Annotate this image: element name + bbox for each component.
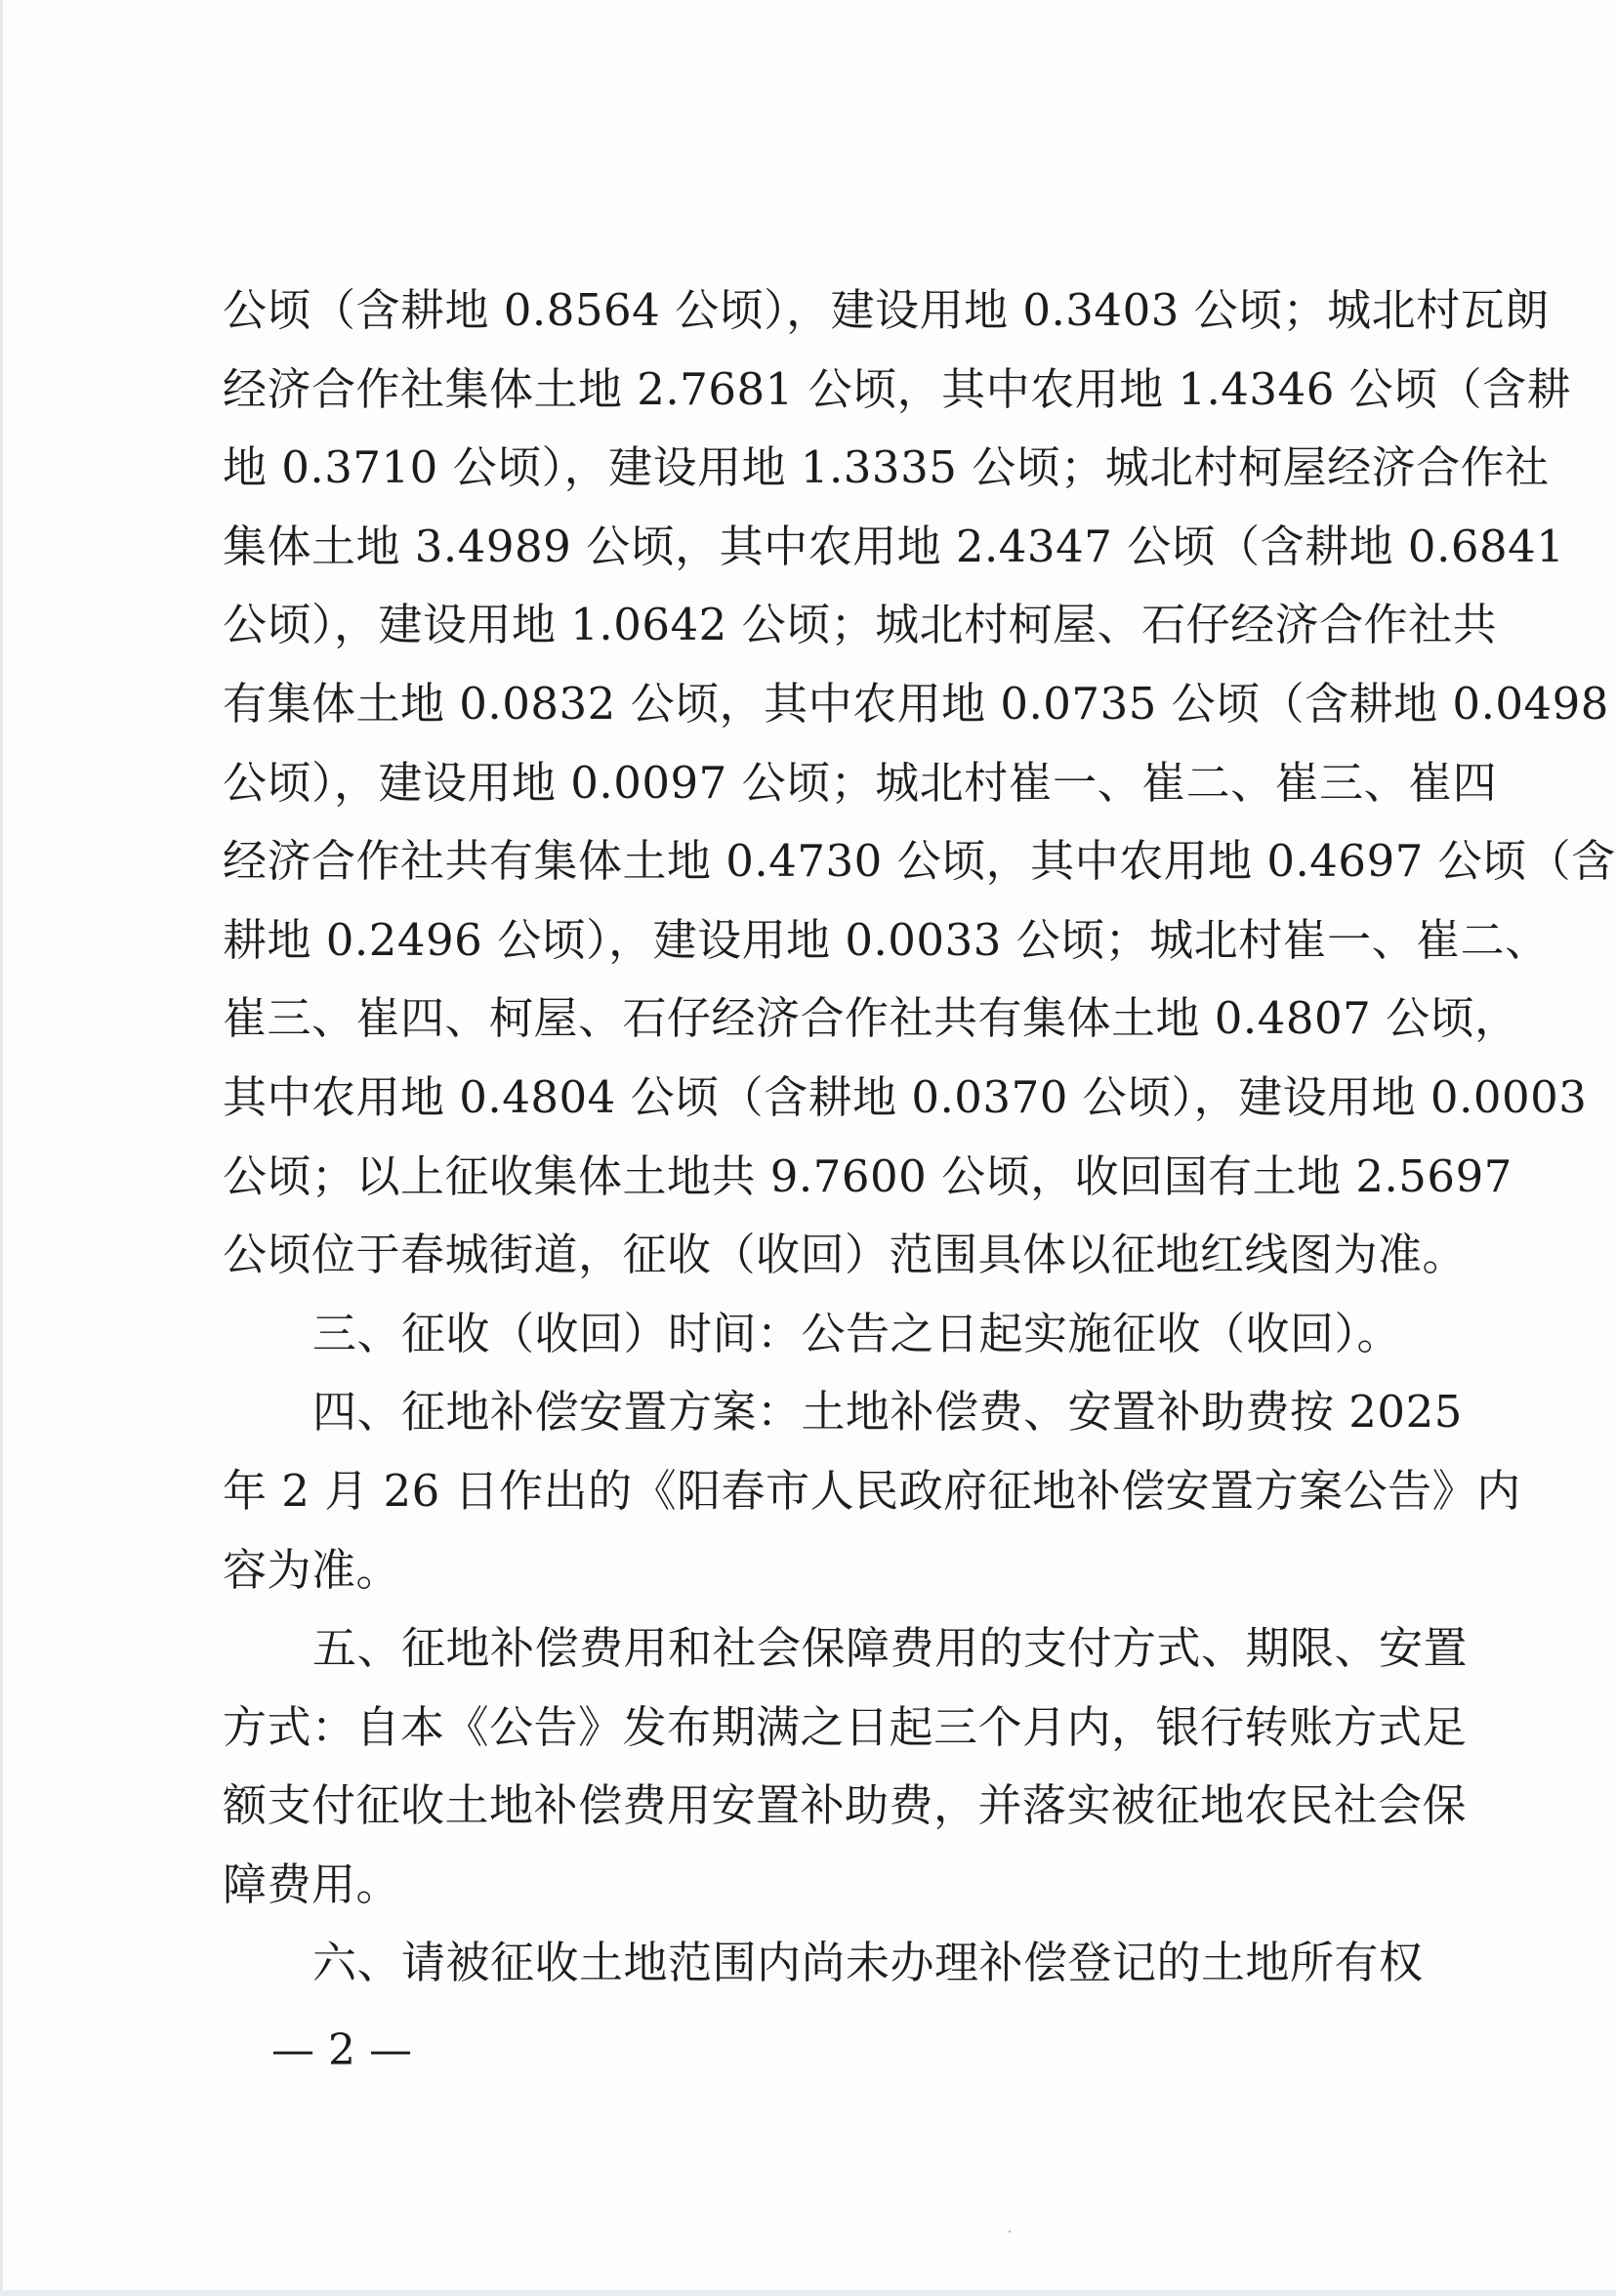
text-line: 公顷），建设用地 1.0642 公顷；城北村柯屋、石仔经济合作社共	[223, 599, 1498, 651]
text-line: 地 0.3710 公顷），建设用地 1.3335 公顷；城北村柯屋经济合作社	[223, 441, 1550, 494]
text-line: 有集体土地 0.0832 公顷，其中农用地 0.0735 公顷（含耕地 0.0498	[223, 677, 1609, 730]
text-line: 公顷），建设用地 0.0097 公顷；城北村崔一、崔二、崔三、崔四	[223, 756, 1498, 809]
page-edge-bottom	[0, 2290, 1616, 2296]
page-number: — 2 —	[271, 2025, 412, 2075]
section-heading-3: 三、征收（收回）时间：公告之日起实施征收（收回）。	[312, 1307, 1402, 1359]
text-line: 其中农用地 0.4804 公顷（含耕地 0.0370 公顷），建设用地 0.0003	[223, 1070, 1588, 1123]
text-line: 集体土地 3.4989 公顷，其中农用地 2.4347 公顷（含耕地 0.6841	[223, 520, 1565, 572]
text-line: 年 2 月 26 日作出的《阳春市人民政府征地补偿安置方案公告》内	[223, 1464, 1521, 1517]
document-body	[223, 271, 1616, 2003]
text-line: 崔三、崔四、柯屋、石仔经济合作社共有集体土地 0.4807 公顷，	[223, 992, 1519, 1045]
text-line: 公顷；以上征收集体土地共 9.7600 公顷，收回国有土地 2.5697	[223, 1149, 1512, 1202]
section-heading-4: 四、征地补偿安置方案：土地补偿费、安置补助费按 2025	[312, 1386, 1463, 1439]
page-edge	[0, 0, 3, 2296]
text-line: 耕地 0.2496 公顷），建设用地 0.0033 公顷；城北村崔一、崔二、	[223, 913, 1550, 966]
text-line: 经济合作社共有集体土地 0.4730 公顷，其中农用地 0.4697 公顷（含	[223, 835, 1616, 888]
text-line: 公顷（含耕地 0.8564 公顷），建设用地 0.3403 公顷；城北村瓦朗	[223, 284, 1550, 336]
text-line: 公顷位于春城街道，征收（收回）范围具体以征地红线图为准。	[223, 1229, 1468, 1281]
section-heading-5: 五、征地补偿费用和社会保障费用的支付方式、期限、安置	[312, 1622, 1469, 1675]
text-line: 方式：自本《公告》发布期满之日起三个月内，银行转账方式足	[223, 1700, 1468, 1753]
text-line: 容为准。	[223, 1543, 401, 1596]
text-line: 障费用。	[223, 1858, 401, 1910]
scan-speck	[1009, 2231, 1011, 2233]
text-line: 经济合作社集体土地 2.7681 公顷，其中农用地 1.4346 公顷（含耕	[223, 362, 1572, 415]
section-heading-6: 六、请被征收土地范围内尚未办理补偿登记的土地所有权	[312, 1937, 1424, 1989]
text-line: 额支付征收土地补偿费用安置补助费，并落实被征地农民社会保	[223, 1779, 1468, 1832]
